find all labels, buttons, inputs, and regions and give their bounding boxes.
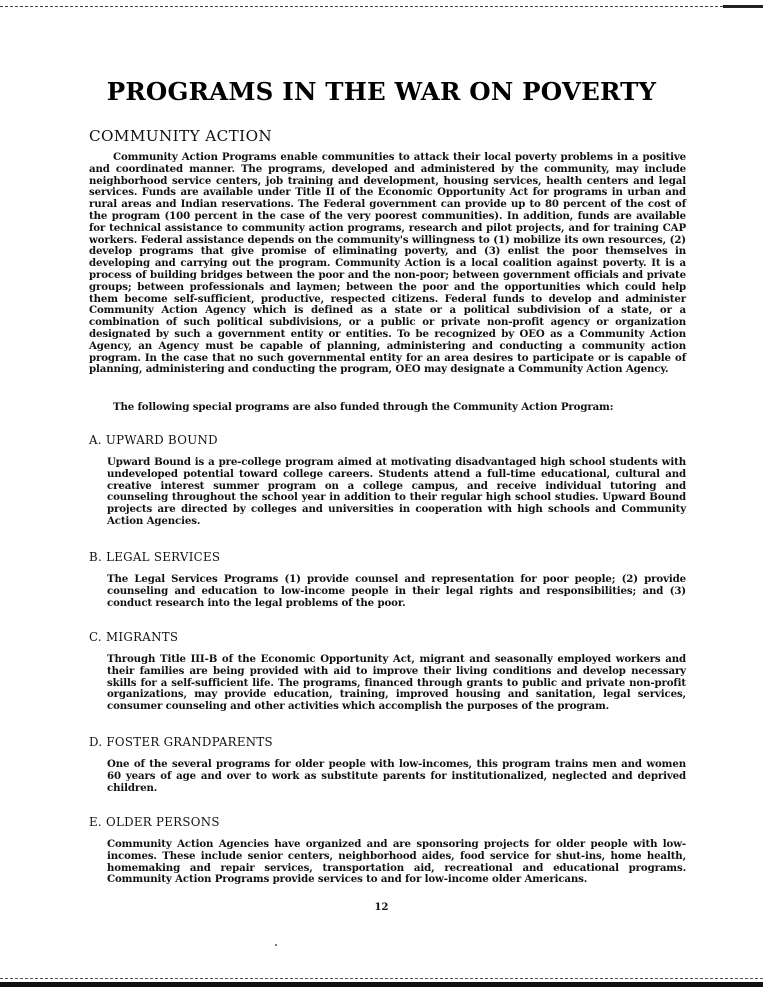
page-title: PROGRAMS IN THE WAR ON POVERTY [106,77,657,106]
heading-older-persons: E. OLDER PERSONS [89,815,220,829]
body-legal-services: The Legal Services Programs (1) provide counsel and representation for poor people; (2) provide counseling and education to low-income people in their legal rights and responsibilities; and (3) conduct research into the legal problems of the poor. [107,573,686,609]
body-migrants: Through Title III-B of the Economic Opportunity Act, migrant and seasonally employed workers and their families are being provided with aid to improve their living conditions and develop necessary skills for a self-sufficient life. The programs, financed through grants to public and private non-profit organizations, may provide education, training, improved housing and sanitation, legal services, consumer counseling and other activities which accomplish the purposes of the program. [107,653,686,713]
heading-legal-services: B. LEGAL SERVICES [89,550,221,564]
community-action-body [89,152,686,376]
top-border-mark [723,5,763,8]
heading-upward-bound: A. UPWARD BOUND [89,433,218,447]
heading-migrants: C. MIGRANTS [89,630,179,644]
heading-foster-grandparents: D. FOSTER GRANDPARENTS [89,735,273,749]
top-border-rule [0,6,763,7]
community-action-text: Community Action Programs enable communities to attack their local poverty problems in a positive and coordinated manner. The programs, developed and administered by the community, may include neighborhood service centers, job training and development, housing services, health centers and legal services. Funds are available under Title II of the Economic Opportunity Act for programs in urban and rural areas and Indian reservations. The Federal government can provide up to 80 percent of the cost of the program (100 percent in the case of the very poorest communities). In addition, funds are available for technical assistance to community action programs, research and pilot projects, and for training CAP workers. Federal assistance depends on the community's willingness to (1) mobilize its own resources, (2) develop programs that give promise of eliminating poverty, and (3) enlist the poor themselves in developing and carrying out the program. Community Action is a local coalition against poverty. It is a process of building bridges between the poor and the non-poor; between government officials and private groups; between professionals and laymen; between the poor and the opportunities which could help them become self-sufficient, productive, respected citizens. Federal funds to develop and administer Community Action Agency which is defined as a state or a political subdivision of a state, or a combination of such political subdivisions, or a public or private non-profit agency or organization designated by such a government entity or entities. To be recognized by OEO as a Community Action Agency, an Agency must be capable of planning, administering and conducting a community action program. In the case that no such governmental entity for an area desires to participate or is capable of planning, administering and conducting the program, OEO may designate a Community Action Agency. [89,151,686,376]
body-older-persons: Community Action Agencies have organized and are sponsoring projects for older people with low-incomes. These include senior centers, neighborhood aides, food service for shut-ins, home health, homemaking and repair services, transportation aid, recreational and educational programs. Community Action Programs provide services to and for low-income older Americans. [107,838,686,886]
page-number: 12 [374,902,389,913]
community-action-intro-text: The following special programs are also funded through the Community Action Program: [113,401,614,413]
bottom-border-dashed [0,978,763,979]
body-upward-bound: Upward Bound is a pre-college program aimed at motivating disadvantaged high school students with undeveloped potential toward college careers. Students attend a full-time educational, cultural and creative interest summer program on a college campus, and receive individual tutoring and counseling throughout the school year in addition to their regular high school studies. Upward Bound projects are directed by colleges and universities in cooperation with high schools and Community Action Agencies. [107,456,686,527]
bottom-border-rule [0,982,763,987]
body-foster-grandparents: One of the several programs for older people with low-incomes, this program trains men and women 60 years of age and over to work as substitute parents for institutionalized, neglected and deprived children. [107,758,686,794]
community-action-intro [89,402,686,414]
scan-speck [275,944,277,946]
section-heading-community-action: COMMUNITY ACTION [89,127,273,145]
